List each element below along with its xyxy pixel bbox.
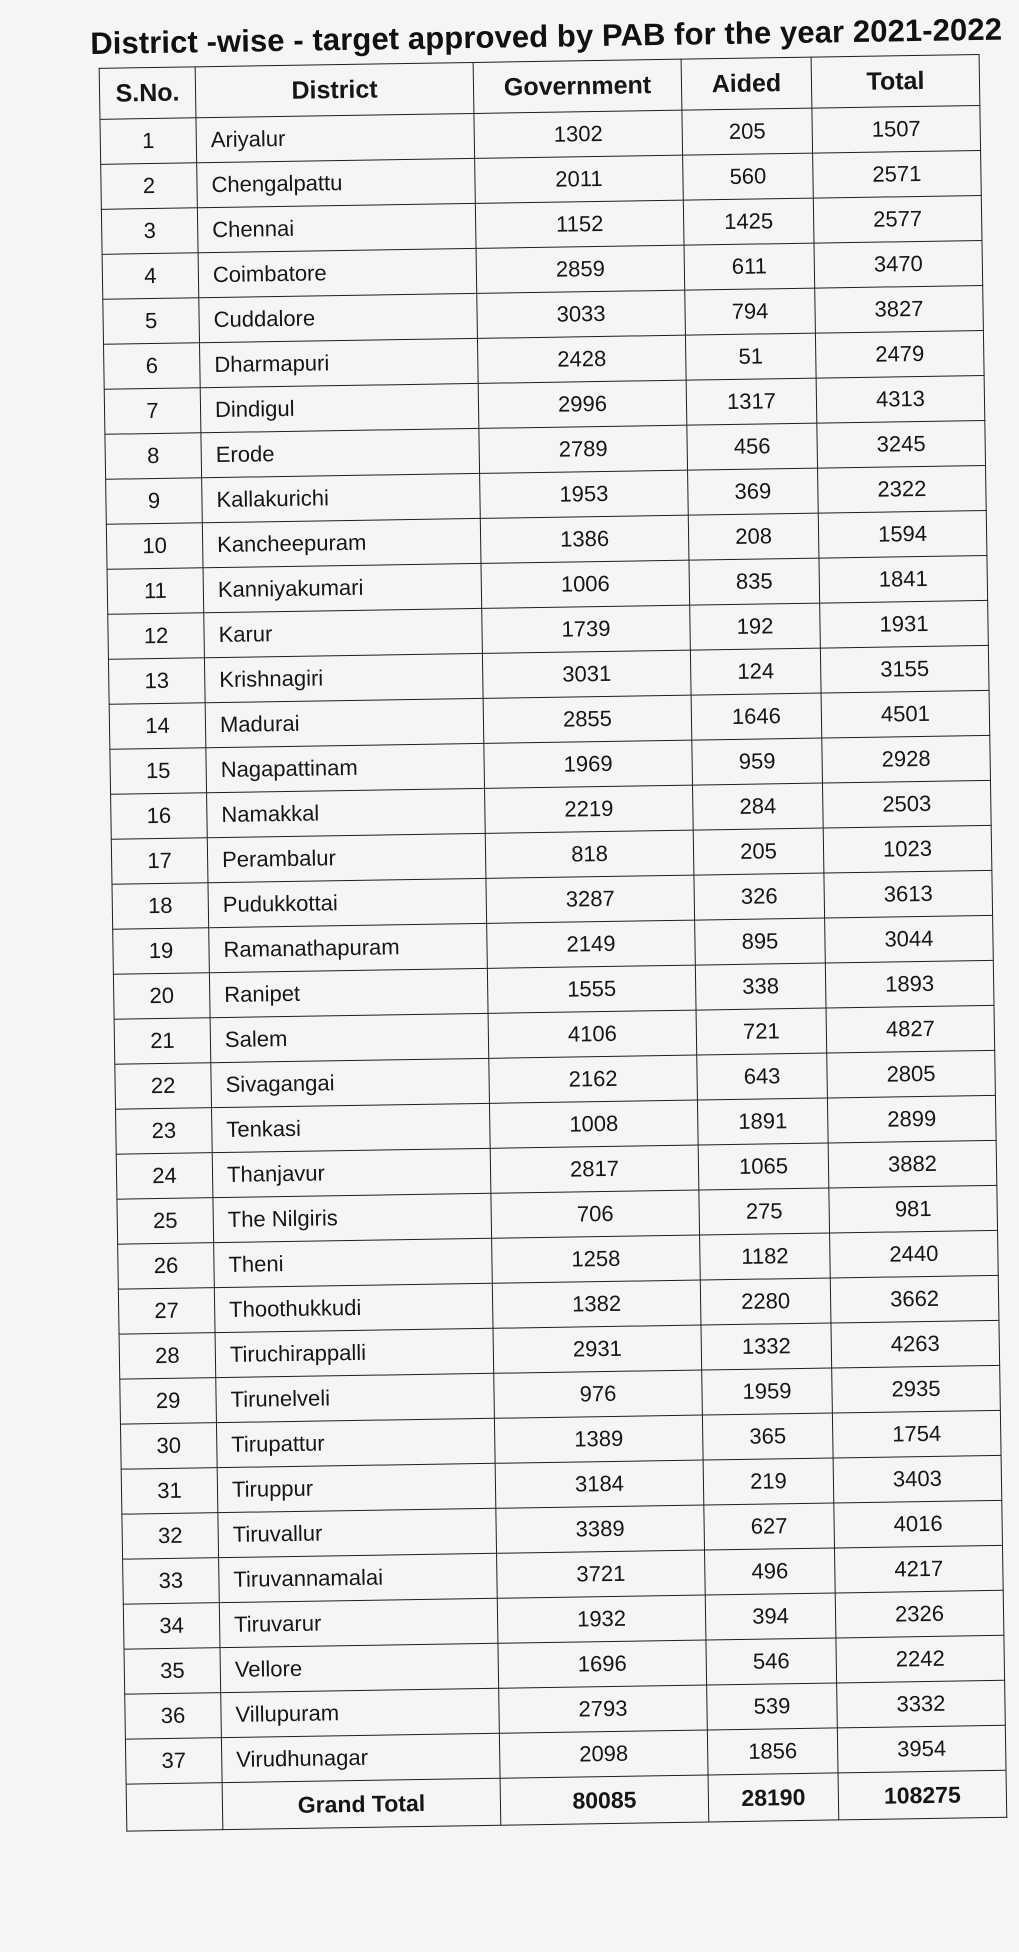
district-cell: Erode xyxy=(201,428,480,477)
sno-cell: 7 xyxy=(104,388,201,435)
aided-cell: 643 xyxy=(697,1053,828,1100)
district-cell: The Nilgiris xyxy=(213,1193,492,1242)
government-cell: 2149 xyxy=(487,920,696,968)
total-cell: 2928 xyxy=(822,735,991,783)
government-cell: 1932 xyxy=(497,1595,706,1643)
total-cell: 4827 xyxy=(826,1005,995,1053)
sno-cell: 15 xyxy=(110,748,207,795)
aided-cell: 1332 xyxy=(701,1323,832,1370)
aided-cell: 539 xyxy=(707,1683,838,1730)
total-cell: 1594 xyxy=(818,510,987,558)
aided-cell: 394 xyxy=(705,1593,836,1640)
district-cell: Dharmapuri xyxy=(199,338,478,387)
district-cell: Pudukkottai xyxy=(208,878,487,927)
district-cell: Thanjavur xyxy=(212,1148,491,1197)
sno-cell: 8 xyxy=(105,433,202,480)
government-cell: 1969 xyxy=(484,740,693,788)
government-cell: 3287 xyxy=(486,875,695,923)
district-cell: Tiruvarur xyxy=(219,1598,498,1647)
government-cell: 1302 xyxy=(474,110,683,158)
district-cell: Karur xyxy=(204,608,483,657)
government-cell: 2855 xyxy=(483,695,692,743)
aided-cell: 2280 xyxy=(700,1278,831,1325)
aided-cell: 208 xyxy=(688,513,819,560)
total-cell: 1507 xyxy=(812,106,981,154)
document-body xyxy=(88,12,1019,1832)
aided-cell: 627 xyxy=(704,1503,835,1550)
total-cell: 2326 xyxy=(835,1590,1004,1638)
sno-cell: 33 xyxy=(123,1558,220,1605)
aided-cell: 1646 xyxy=(691,693,822,740)
district-cell: Kancheepuram xyxy=(202,518,481,567)
aided-cell: 835 xyxy=(689,558,820,605)
grand-total-total: 108275 xyxy=(838,1770,1007,1820)
government-cell: 1953 xyxy=(480,470,689,518)
sno-cell: 5 xyxy=(103,298,200,345)
government-cell: 3389 xyxy=(496,1505,705,1553)
district-cell: Tirunelveli xyxy=(216,1373,495,1422)
district-cell: Madurai xyxy=(205,698,484,747)
sno-cell: 1 xyxy=(100,118,197,165)
document-title: District -wise - target approved by PAB for the year 2021-2022 xyxy=(89,11,1003,61)
sno-cell: 12 xyxy=(108,613,205,660)
sno-cell: 22 xyxy=(115,1063,212,1110)
sno-cell: 10 xyxy=(106,523,203,570)
sno-cell: 13 xyxy=(108,658,205,705)
government-cell: 1389 xyxy=(494,1415,703,1463)
district-cell: Salem xyxy=(210,1013,489,1062)
sno-cell: 14 xyxy=(109,703,206,750)
sno-cell: 21 xyxy=(114,1018,211,1065)
total-cell: 2899 xyxy=(827,1095,996,1143)
grand-total-sno-cell xyxy=(126,1783,223,1832)
total-cell: 3470 xyxy=(814,240,983,288)
sno-cell: 35 xyxy=(124,1648,221,1695)
column-header-aided: Aided xyxy=(681,57,812,110)
government-cell: 3033 xyxy=(477,290,686,338)
aided-cell: 496 xyxy=(705,1548,836,1595)
sno-cell: 26 xyxy=(118,1243,215,1290)
total-cell: 2935 xyxy=(832,1365,1001,1413)
aided-cell: 959 xyxy=(692,738,823,785)
sno-cell: 34 xyxy=(123,1603,220,1650)
total-cell: 3332 xyxy=(837,1680,1006,1728)
total-cell: 1893 xyxy=(825,960,994,1008)
aided-cell: 205 xyxy=(682,108,813,155)
district-cell: Ranipet xyxy=(209,968,488,1017)
total-cell: 981 xyxy=(829,1185,998,1233)
government-cell: 4106 xyxy=(488,1010,697,1058)
total-cell: 3245 xyxy=(817,420,986,468)
aided-cell: 338 xyxy=(695,963,826,1010)
aided-cell: 219 xyxy=(703,1458,834,1505)
government-cell: 2996 xyxy=(478,380,687,428)
sno-cell: 25 xyxy=(117,1198,214,1245)
district-cell: Villupuram xyxy=(221,1688,500,1737)
sno-cell: 6 xyxy=(104,343,201,390)
sno-cell: 28 xyxy=(119,1333,216,1380)
aided-cell: 794 xyxy=(685,288,816,335)
grand-total-aided: 28190 xyxy=(708,1773,839,1822)
column-header-sno: S.No. xyxy=(99,67,196,120)
district-target-table xyxy=(99,54,1008,1832)
column-header-government: Government xyxy=(473,59,682,113)
total-cell: 3882 xyxy=(828,1140,997,1188)
total-cell: 4263 xyxy=(831,1320,1000,1368)
total-cell: 1023 xyxy=(823,825,992,873)
district-cell: Virudhunagar xyxy=(221,1733,500,1782)
district-cell: Ramanathapuram xyxy=(209,923,488,972)
district-cell: Ariyalur xyxy=(196,113,475,162)
total-cell: 2571 xyxy=(813,150,982,198)
government-cell: 1386 xyxy=(480,515,689,563)
sno-cell: 16 xyxy=(111,793,208,840)
government-cell: 818 xyxy=(485,830,694,878)
grand-total-government: 80085 xyxy=(500,1775,709,1825)
aided-cell: 611 xyxy=(684,243,815,290)
district-cell: Kallakurichi xyxy=(202,473,481,522)
government-cell: 3031 xyxy=(482,650,691,698)
total-cell: 2242 xyxy=(836,1635,1005,1683)
sno-cell: 30 xyxy=(120,1423,217,1470)
aided-cell: 456 xyxy=(687,423,818,470)
district-cell: Dindigul xyxy=(200,383,479,432)
total-cell: 2479 xyxy=(815,330,984,378)
aided-cell: 192 xyxy=(690,603,821,650)
total-cell: 4501 xyxy=(821,690,990,738)
column-header-district: District xyxy=(195,62,474,117)
aided-cell: 326 xyxy=(694,873,825,920)
sno-cell: 36 xyxy=(125,1693,222,1740)
aided-cell: 1891 xyxy=(697,1098,828,1145)
aided-cell: 51 xyxy=(685,333,816,380)
district-cell: Tenkasi xyxy=(212,1103,491,1152)
government-cell: 2098 xyxy=(499,1730,708,1778)
district-cell: Tiruppur xyxy=(217,1463,496,1512)
aided-cell: 1065 xyxy=(698,1143,829,1190)
sno-cell: 19 xyxy=(113,928,210,975)
aided-cell: 369 xyxy=(688,468,819,515)
aided-cell: 1182 xyxy=(700,1233,831,1280)
sno-cell: 4 xyxy=(102,253,199,300)
sno-cell: 29 xyxy=(120,1378,217,1425)
aided-cell: 1959 xyxy=(702,1368,833,1415)
district-cell: Namakkal xyxy=(207,788,486,837)
government-cell: 2162 xyxy=(489,1055,698,1103)
sno-cell: 37 xyxy=(125,1738,222,1785)
total-cell: 2805 xyxy=(827,1050,996,1098)
government-cell: 1696 xyxy=(498,1640,707,1688)
district-cell: Perambalur xyxy=(207,833,486,882)
district-cell: Theni xyxy=(214,1238,493,1287)
total-cell: 3044 xyxy=(825,915,994,963)
government-cell: 1152 xyxy=(475,200,684,248)
total-cell: 3662 xyxy=(830,1275,999,1323)
government-cell: 976 xyxy=(494,1370,703,1418)
government-cell: 1382 xyxy=(492,1280,701,1328)
government-cell: 2793 xyxy=(499,1685,708,1733)
total-cell: 2503 xyxy=(822,780,991,828)
district-cell: Vellore xyxy=(220,1643,499,1692)
grand-total-label: Grand Total xyxy=(222,1778,501,1829)
total-cell: 2322 xyxy=(818,465,987,513)
total-cell: 1754 xyxy=(832,1410,1001,1458)
total-cell: 4016 xyxy=(834,1500,1003,1548)
sno-cell: 31 xyxy=(121,1468,218,1515)
total-cell: 1841 xyxy=(819,555,988,603)
sno-cell: 11 xyxy=(107,568,204,615)
total-cell: 3954 xyxy=(837,1725,1006,1773)
district-cell: Tirupattur xyxy=(216,1418,495,1467)
government-cell: 1258 xyxy=(492,1235,701,1283)
government-cell: 3721 xyxy=(497,1550,706,1598)
sno-cell: 2 xyxy=(101,163,198,210)
aided-cell: 560 xyxy=(683,153,814,200)
aided-cell: 895 xyxy=(695,918,826,965)
sno-cell: 20 xyxy=(113,973,210,1020)
government-cell: 2789 xyxy=(479,425,688,473)
district-cell: Chennai xyxy=(197,203,476,252)
total-cell: 4217 xyxy=(834,1545,1003,1593)
district-cell: Chengalpattu xyxy=(197,158,476,207)
government-cell: 2219 xyxy=(485,785,694,833)
aided-cell: 365 xyxy=(702,1413,833,1460)
government-cell: 1739 xyxy=(482,605,691,653)
district-cell: Tiruvallur xyxy=(218,1508,497,1557)
government-cell: 2011 xyxy=(475,155,684,203)
government-cell: 2931 xyxy=(493,1325,702,1373)
government-cell: 706 xyxy=(491,1190,700,1238)
aided-cell: 546 xyxy=(706,1638,837,1685)
total-cell: 3403 xyxy=(833,1455,1002,1503)
total-cell: 2577 xyxy=(813,195,982,243)
district-cell: Kanniyakumari xyxy=(203,563,482,612)
district-cell: Cuddalore xyxy=(199,293,478,342)
aided-cell: 1425 xyxy=(683,198,814,245)
sno-cell: 24 xyxy=(116,1153,213,1200)
total-cell: 3613 xyxy=(824,870,993,918)
district-cell: Thoothukkudi xyxy=(214,1283,493,1332)
district-cell: Nagapattinam xyxy=(206,743,485,792)
government-cell: 1006 xyxy=(481,560,690,608)
sno-cell: 27 xyxy=(118,1288,215,1335)
sno-cell: 32 xyxy=(122,1513,219,1560)
government-cell: 2428 xyxy=(477,335,686,383)
sno-cell: 17 xyxy=(111,838,208,885)
government-cell: 3184 xyxy=(495,1460,704,1508)
government-cell: 2859 xyxy=(476,245,685,293)
aided-cell: 1856 xyxy=(707,1728,838,1775)
district-cell: Tiruchirappalli xyxy=(215,1328,494,1377)
government-cell: 1008 xyxy=(489,1100,698,1148)
sno-cell: 9 xyxy=(106,478,203,525)
total-cell: 3827 xyxy=(815,285,984,333)
district-cell: Coimbatore xyxy=(198,248,477,297)
government-cell: 1555 xyxy=(487,965,696,1013)
aided-cell: 205 xyxy=(693,828,824,875)
district-cell: Sivagangai xyxy=(211,1058,490,1107)
district-cell: Krishnagiri xyxy=(204,653,483,702)
aided-cell: 284 xyxy=(692,783,823,830)
district-cell: Tiruvannamalai xyxy=(219,1553,498,1602)
table-body xyxy=(100,106,1007,1832)
total-cell: 4313 xyxy=(816,375,985,423)
aided-cell: 124 xyxy=(690,648,821,695)
total-cell: 2440 xyxy=(830,1230,999,1278)
aided-cell: 721 xyxy=(696,1008,827,1055)
total-cell: 3155 xyxy=(820,645,989,693)
sno-cell: 3 xyxy=(101,208,198,255)
government-cell: 2817 xyxy=(490,1145,699,1193)
column-header-total: Total xyxy=(811,55,980,109)
sno-cell: 18 xyxy=(112,883,209,930)
aided-cell: 1317 xyxy=(686,378,817,425)
total-cell: 1931 xyxy=(820,600,989,648)
aided-cell: 275 xyxy=(699,1188,830,1235)
sno-cell: 23 xyxy=(116,1108,213,1155)
